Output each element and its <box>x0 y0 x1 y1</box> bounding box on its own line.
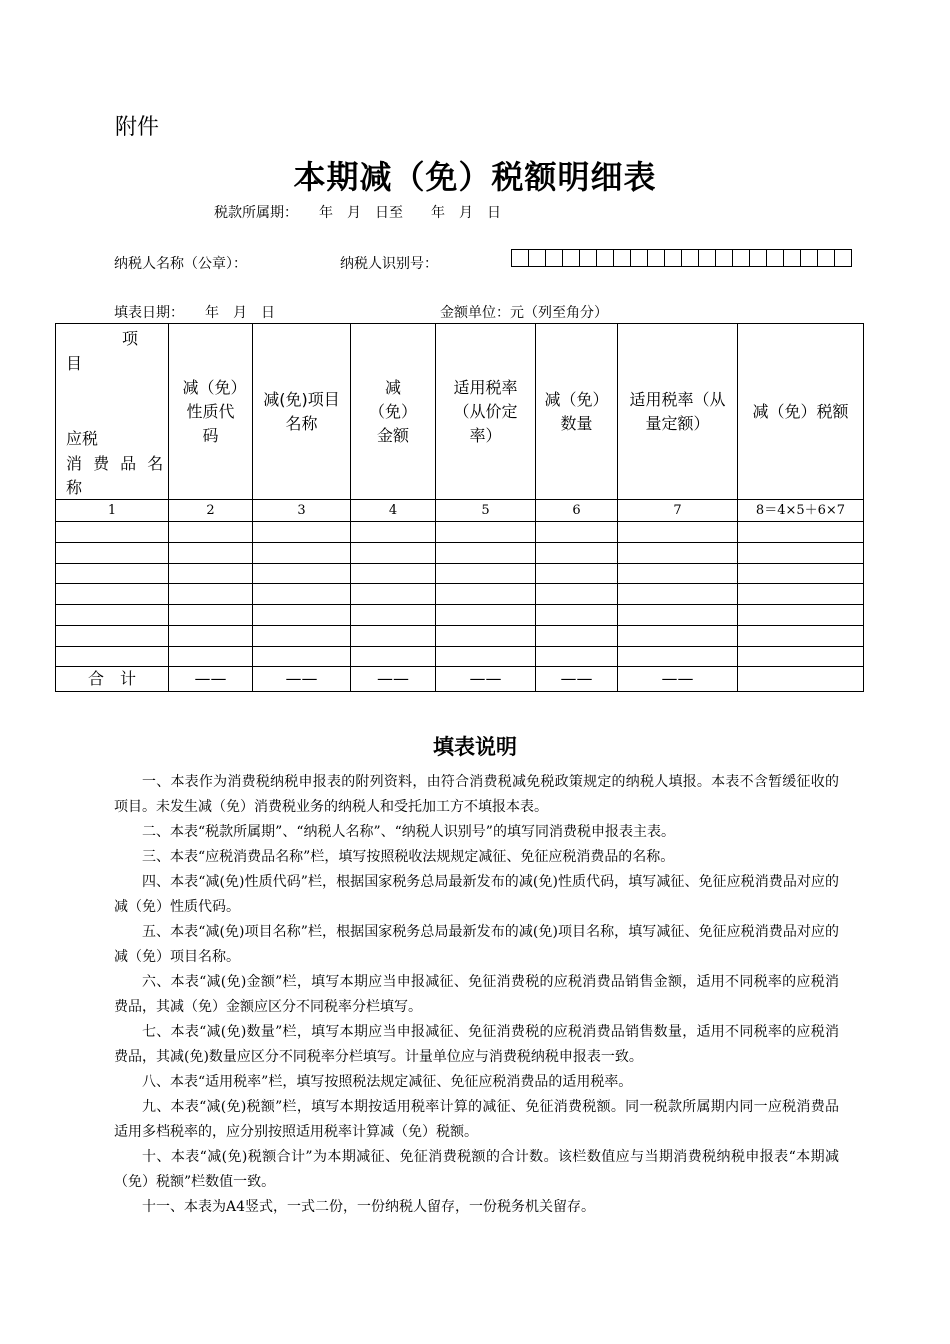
column-number: 7 <box>618 500 738 522</box>
table-cell[interactable] <box>536 564 618 584</box>
table-cell[interactable] <box>169 626 253 647</box>
header-relief-code: 减（免）性质代码 <box>169 324 253 500</box>
table-cell[interactable] <box>536 584 618 605</box>
corner-product-text: 应税 <box>66 428 99 448</box>
table-cell[interactable] <box>253 584 351 605</box>
table-cell[interactable] <box>436 584 536 605</box>
page-title: 本期减（免）税额明细表 <box>293 158 657 196</box>
table-cell[interactable] <box>436 522 536 543</box>
table-row <box>56 564 864 584</box>
instruction-item: 九、本表“减(免)税额”栏，填写本期按适用税率计算的减征、免征消费税额。同一税款所属期内同一应税消费品适用多档税率的，应分别按照适用税率计算减（免）税额。 <box>114 1099 839 1140</box>
table-cell[interactable] <box>56 626 169 647</box>
tax-period-line: 税款所属期： 年 月 日至 年 月 日 <box>214 205 501 221</box>
table-cell[interactable] <box>738 564 864 584</box>
id-digit-box[interactable] <box>613 249 631 267</box>
corner-header-cell <box>56 324 169 500</box>
table-cell[interactable] <box>738 647 864 667</box>
table-cell[interactable] <box>253 543 351 564</box>
id-digit-box[interactable] <box>596 249 614 267</box>
header-relief-quantity: 减（免）数量 <box>536 324 618 500</box>
table-row <box>56 626 864 647</box>
id-digit-box[interactable] <box>800 249 818 267</box>
id-digit-box[interactable] <box>834 249 852 267</box>
total-dash: —— <box>351 667 436 692</box>
table-cell[interactable] <box>618 543 738 564</box>
amount-unit: 金额单位：元（列至角分） <box>440 305 608 321</box>
table-cell[interactable] <box>56 647 169 667</box>
id-digit-box[interactable] <box>715 249 733 267</box>
table-cell[interactable] <box>253 522 351 543</box>
attachment-label: 附件 <box>115 115 160 140</box>
total-dash: —— <box>169 667 253 692</box>
id-digit-box[interactable] <box>545 249 563 267</box>
total-relief-tax-cell[interactable] <box>738 667 864 692</box>
table-cell[interactable] <box>738 605 864 626</box>
instruction-item: 十一、本表为A4竖式，一式二份，一份纳税人留存，一份税务机关留存。 <box>142 1199 596 1215</box>
id-digit-box[interactable] <box>766 249 784 267</box>
corner-item-text: 项 <box>122 328 139 348</box>
table-cell[interactable] <box>351 647 436 667</box>
table-cell[interactable] <box>169 584 253 605</box>
table-cell[interactable] <box>436 647 536 667</box>
table-cell[interactable] <box>169 605 253 626</box>
table-cell[interactable] <box>56 584 169 605</box>
header-row <box>56 324 864 500</box>
instruction-item: 一、本表作为消费税纳税申报表的附列资料，由符合消费税减免税政策规定的纳税人填报。本表不含暂缓征收的项目。未发生减（免）消费税业务的纳税人和受托加工方不填报本表。 <box>114 774 839 815</box>
instruction-item: 八、本表“适用税率”栏，填写按照税法规定减征、免征应税消费品的适用税率。 <box>142 1074 633 1090</box>
instructions-list <box>114 770 839 1220</box>
header-relief-tax-amount: 减（免）税额 <box>738 324 864 500</box>
table-cell[interactable] <box>56 543 169 564</box>
table-cell[interactable] <box>253 605 351 626</box>
id-digit-box[interactable] <box>681 249 699 267</box>
table-cell[interactable] <box>436 543 536 564</box>
corner-item-text-2: 目 <box>66 353 83 373</box>
instruction-item: 十、本表“减(免)税额合计”为本期减征、免征消费税额的合计数。该栏数值应与当期消费税纳税申报表“本期减（免）税额”栏数值一致。 <box>114 1149 839 1190</box>
instruction-item: 七、本表“减(免)数量”栏，填写本期应当申报减征、免征消费税的应税消费品销售数量，适用不同税率的应税消费品，其减(免)数量应区分不同税率分栏填写。计量单位应与消费税纳税申报表一致。 <box>114 1024 839 1065</box>
id-digit-box[interactable] <box>817 249 835 267</box>
table-cell[interactable] <box>351 605 436 626</box>
id-digit-box[interactable] <box>630 249 648 267</box>
id-digit-box[interactable] <box>562 249 580 267</box>
table-cell[interactable] <box>253 564 351 584</box>
table-cell[interactable] <box>618 584 738 605</box>
table-row <box>56 522 864 543</box>
instruction-item: 四、本表“减(免)性质代码”栏，根据国家税务总局最新发布的减(免)性质代码，填写减征、免征应税消费品对应的减（免）性质代码。 <box>114 874 839 915</box>
table-cell[interactable] <box>56 564 169 584</box>
table-cell[interactable] <box>738 543 864 564</box>
table-cell[interactable] <box>436 564 536 584</box>
instruction-item: 六、本表“减(免)金额”栏，填写本期应当申报减征、免征消费税的应税消费品销售金额，适用不同税率的应税消费品，其减（免）金额应区分不同税率分栏填写。 <box>114 974 839 1015</box>
id-digit-box[interactable] <box>698 249 716 267</box>
total-label: 合 计 <box>56 667 169 692</box>
table-cell[interactable] <box>436 605 536 626</box>
column-number: 3 <box>253 500 351 522</box>
id-digit-box[interactable] <box>579 249 597 267</box>
corner-product-text-2: 消 费 品 名 <box>66 453 167 473</box>
table-cell[interactable] <box>253 647 351 667</box>
id-digit-box[interactable] <box>732 249 750 267</box>
column-number: 8＝4×5＋6×7 <box>738 500 864 522</box>
table-cell[interactable] <box>738 584 864 605</box>
total-dash: —— <box>253 667 351 692</box>
header-relief-item-name: 减(免)项目名称 <box>253 324 351 500</box>
table-cell[interactable] <box>56 522 169 543</box>
column-number: 2 <box>169 500 253 522</box>
table-cell[interactable] <box>618 522 738 543</box>
total-dash: —— <box>436 667 536 692</box>
table-cell[interactable] <box>56 605 169 626</box>
table-row <box>56 647 864 667</box>
instruction-item: 三、本表“应税消费品名称”栏，填写按照税收法规规定减征、免征应税消费品的名称。 <box>142 849 675 865</box>
table-row <box>56 584 864 605</box>
id-digit-box[interactable] <box>664 249 682 267</box>
fill-date-line: 填表日期： 年 月 日 <box>114 305 275 321</box>
column-number: 4 <box>351 500 436 522</box>
id-digit-box[interactable] <box>783 249 801 267</box>
table-cell[interactable] <box>738 522 864 543</box>
header-specific-rate: 适用税率（从量定额） <box>618 324 738 500</box>
instructions-title: 填表说明 <box>433 735 517 759</box>
taxpayer-name-label: 纳税人名称（公章）： <box>114 256 247 272</box>
table-cell[interactable] <box>618 647 738 667</box>
column-number: 5 <box>436 500 536 522</box>
table-row <box>56 605 864 626</box>
corner-product-text-3: 称 <box>66 477 83 497</box>
total-row <box>56 667 864 692</box>
table-cell[interactable] <box>738 626 864 647</box>
table-cell[interactable] <box>351 584 436 605</box>
id-digit-box[interactable] <box>528 249 546 267</box>
table-cell[interactable] <box>169 647 253 667</box>
table-row <box>56 543 864 564</box>
reduction-detail-table <box>55 323 864 692</box>
header-relief-amount: 减（免）金额 <box>351 324 436 500</box>
total-dash: —— <box>536 667 618 692</box>
table-cell[interactable] <box>169 564 253 584</box>
table-cell[interactable] <box>536 543 618 564</box>
total-dash: —— <box>618 667 738 692</box>
taxpayer-id-label: 纳税人识别号： <box>340 256 438 272</box>
id-digit-box[interactable] <box>749 249 767 267</box>
table-cell[interactable] <box>536 647 618 667</box>
table-cell[interactable] <box>618 564 738 584</box>
instruction-item: 五、本表“减(免)项目名称”栏，根据国家税务总局最新发布的减(免)项目名称，填写减征、免征应税消费品对应的减（免）项目名称。 <box>114 924 839 965</box>
table-cell[interactable] <box>351 564 436 584</box>
column-number: 6 <box>536 500 618 522</box>
table-cell[interactable] <box>436 626 536 647</box>
table-cell[interactable] <box>536 522 618 543</box>
table-cell[interactable] <box>536 605 618 626</box>
table-cell[interactable] <box>169 522 253 543</box>
table-cell[interactable] <box>351 522 436 543</box>
id-digit-box[interactable] <box>647 249 665 267</box>
table-cell[interactable] <box>351 626 436 647</box>
table-cell[interactable] <box>536 626 618 647</box>
instruction-item: 二、本表“税款所属期”、“纳税人名称”、“纳税人识别号”的填写同消费税申报表主表。 <box>142 824 675 840</box>
id-digit-box[interactable] <box>511 249 529 267</box>
table-cell[interactable] <box>169 543 253 564</box>
header-ad-valorem-rate: 适用税率（从价定率） <box>436 324 536 500</box>
table-cell[interactable] <box>618 626 738 647</box>
column-number-row <box>56 500 864 522</box>
column-number: 1 <box>56 500 169 522</box>
table-cell[interactable] <box>253 626 351 647</box>
table-cell[interactable] <box>351 543 436 564</box>
table-cell[interactable] <box>618 605 738 626</box>
taxpayer-id-boxes[interactable] <box>512 249 852 267</box>
